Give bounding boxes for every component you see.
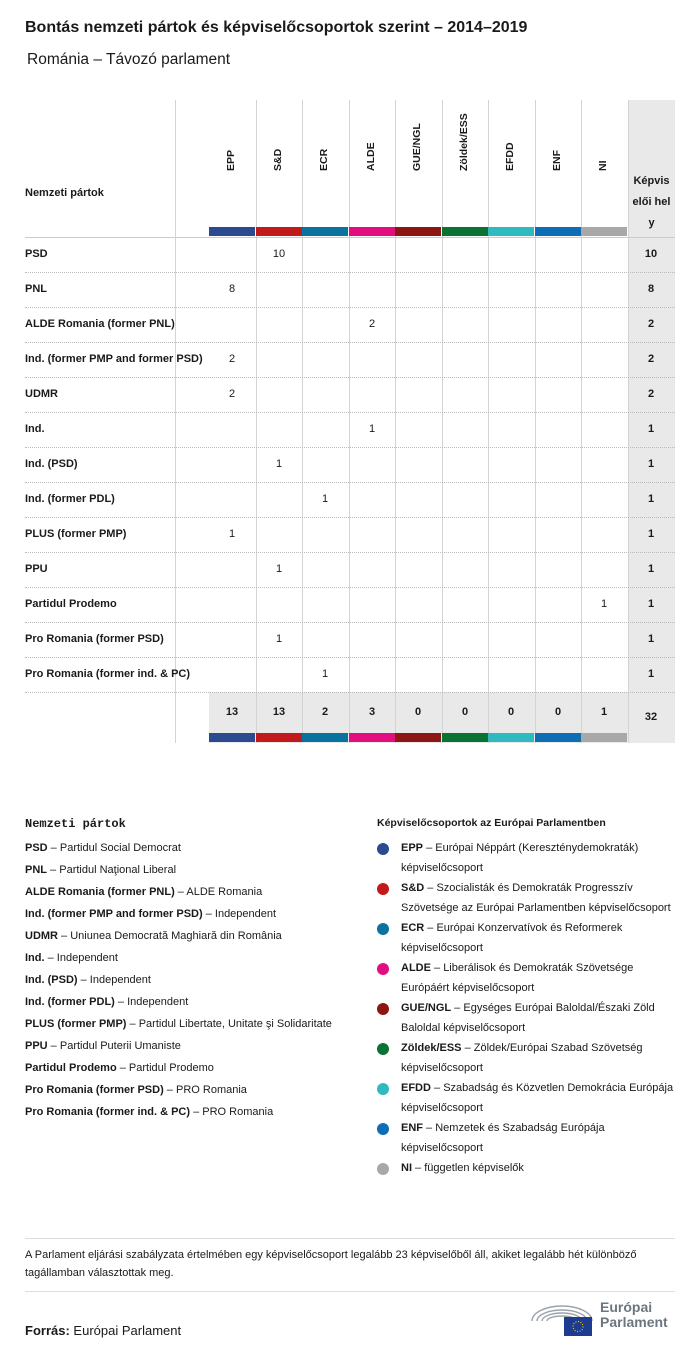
group-color-bar-top — [209, 227, 255, 236]
footnote: A Parlament eljárási szabályzata értelmében egy képviselőcsoport legalább 23 képviselőből áll, akiket legalább hét különböző tagállamban választottak meg. — [25, 1249, 637, 1279]
column-divider — [488, 100, 489, 743]
divider — [25, 1238, 675, 1239]
group-color-dot-icon — [377, 963, 389, 975]
row-divider — [25, 552, 675, 553]
legend-group-abbr: Zöldek/ESS — [401, 1042, 462, 1054]
row-party-label: PLUS (former PMP) — [25, 528, 127, 540]
legend-group-abbr: NI — [401, 1162, 412, 1174]
group-header-1: S&D — [272, 148, 284, 171]
legend-group-abbr: ALDE — [401, 962, 431, 974]
legend-dash: – — [77, 974, 90, 986]
legend-party-abbr: Ind. (former PDL) — [25, 996, 115, 1008]
group-header-8: NI — [597, 160, 609, 171]
table-cell-value: 1 — [275, 633, 283, 645]
legend-dash: – — [424, 882, 437, 894]
legend-dash: – — [430, 1082, 444, 1094]
row-party-label: ALDE Romania (former PNL) — [25, 318, 175, 330]
legend-group-name: Európai Néppárt (Kereszténydemokraták) képviselőcsoport — [401, 842, 639, 874]
legend-party-abbr: PLUS (former PMP) — [25, 1018, 127, 1030]
group-header-3: ALDE — [365, 142, 377, 171]
row-divider — [25, 272, 675, 273]
legend-party-name: Partidul Social Democrat — [59, 842, 181, 854]
table-cell-value: 10 — [272, 248, 286, 260]
ep-logo — [530, 1301, 680, 1341]
row-total: 1 — [647, 563, 655, 575]
group-color-dot-icon — [377, 1123, 389, 1135]
legend-dash: – — [126, 1018, 139, 1030]
legend-groups-title: Képviselőcsoportok az Európai Parlamentben — [377, 817, 606, 829]
column-divider — [395, 100, 396, 743]
legend-party-abbr: PNL — [25, 864, 47, 876]
group-color-bar-bottom — [581, 733, 627, 742]
row-party-label: Ind. (former PDL) — [25, 493, 115, 505]
group-header-4: GUE/NGL — [411, 123, 423, 171]
legend-party-item — [25, 883, 345, 903]
legend-party-abbr: ALDE Romania (former PNL) — [25, 886, 175, 898]
group-color-dot-icon — [377, 843, 389, 855]
legend-party-name: Independent — [56, 952, 118, 964]
row-total: 8 — [647, 283, 655, 295]
legend-dash: – — [424, 922, 437, 934]
legend-dash: – — [461, 1042, 474, 1054]
group-color-bar-top — [395, 227, 441, 236]
legend-party-name: Uniunea Democrată Maghiară din România — [70, 930, 282, 942]
row-divider — [25, 517, 675, 518]
parliament-hemicycle-icon — [530, 1301, 594, 1337]
legend-group-name: Liberálisok és Demokraták Szövetsége Európáért képviselőcsoport — [401, 962, 634, 994]
group-color-dot-icon — [377, 1083, 389, 1095]
row-party-label: Ind. (former PMP and former PSD) — [25, 353, 203, 365]
legend-dash: – — [423, 842, 436, 854]
group-color-bar-bottom — [395, 733, 441, 742]
row-total: 1 — [647, 633, 655, 645]
row-party-label: Pro Romania (former PSD) — [25, 633, 164, 645]
legend-groups — [377, 839, 677, 1180]
legend-group-item — [377, 999, 677, 1038]
legend-group-abbr: GUE/NGL — [401, 1002, 452, 1014]
legend-party-item — [25, 927, 345, 947]
row-total: 1 — [647, 668, 655, 680]
table-cell-value: 2 — [228, 388, 236, 400]
legend-party-name: PRO Romania — [175, 1084, 247, 1096]
legend-parties-title: Nemzeti pártok — [25, 817, 126, 831]
column-divider — [535, 100, 536, 743]
group-color-dot-icon — [377, 1003, 389, 1015]
group-color-bar-bottom — [488, 733, 534, 742]
legend-group-name: Egységes Európai Baloldal/Északi Zöld Baloldal képviselőcsoport — [401, 1002, 655, 1034]
legend-dash: – — [58, 930, 71, 942]
legend-group-item — [377, 1039, 677, 1078]
group-total: 13 — [225, 706, 239, 718]
row-divider — [25, 657, 675, 658]
table-cell-value: 1 — [600, 598, 608, 610]
legend-party-item — [25, 1103, 345, 1123]
group-total: 0 — [414, 706, 422, 718]
legend-group-abbr: ENF — [401, 1122, 423, 1134]
row-party-label: Pro Romania (former ind. & PC) — [25, 668, 191, 680]
table-cell-value: 2 — [228, 353, 236, 365]
legend-dash: – — [47, 864, 60, 876]
legend-party-item — [25, 949, 345, 969]
group-color-bar-bottom — [256, 733, 302, 742]
legend-party-item — [25, 1059, 345, 1079]
column-divider — [628, 100, 629, 743]
row-divider — [25, 377, 675, 378]
legend-group-name: Nemzetek és Szabadság Európája képviselőcsoport — [401, 1122, 605, 1154]
legend-party-item — [25, 971, 345, 991]
legend-party-item — [25, 861, 345, 881]
group-header-2: ECR — [318, 148, 330, 171]
row-party-label: PPU — [25, 563, 48, 575]
legend-dash: – — [430, 962, 444, 974]
legend-group-name: Szabadság és Közvetlen Demokrácia Európája képviselőcsoport — [401, 1082, 674, 1114]
legend-party-name: Partidul Puterii Umaniste — [59, 1040, 181, 1052]
legend-group-item — [377, 1119, 677, 1158]
legend-party-name: Independent — [127, 996, 189, 1008]
chart-title: Bontás nemzeti pártok és képviselőcsoportok szerint – 2014–2019 — [25, 19, 528, 36]
legend-party-abbr: Ind. — [25, 952, 45, 964]
legend-group-item — [377, 1079, 677, 1118]
legend-dash: – — [47, 842, 60, 854]
legend-dash: – — [190, 1106, 203, 1118]
row-total: 2 — [647, 388, 655, 400]
source-line — [25, 1323, 181, 1338]
group-color-bar-top — [581, 227, 627, 236]
total-header: Képviselői hely — [632, 175, 671, 229]
group-header-0: EPP — [225, 149, 237, 171]
row-divider — [25, 587, 675, 588]
column-divider — [442, 100, 443, 743]
legend-party-item — [25, 1015, 345, 1035]
legend-dash: – — [116, 1062, 129, 1074]
group-header-5: Zöldek/ESS — [458, 113, 470, 171]
legend-group-abbr: EFDD — [401, 1082, 431, 1094]
source-name: Európai Parlament — [73, 1323, 182, 1338]
group-header-7: ENF — [551, 150, 563, 171]
group-color-bar-top — [535, 227, 581, 236]
legend-dash: – — [47, 1040, 60, 1052]
table-cell-value: 1 — [275, 563, 283, 575]
row-total: 1 — [647, 423, 655, 435]
group-total: 13 — [272, 706, 286, 718]
row-total: 2 — [647, 353, 655, 365]
group-total: 1 — [600, 706, 608, 718]
row-divider — [25, 692, 675, 693]
legend-party-name: Independent — [214, 908, 277, 920]
legend-group-name: Szocialisták és Demokraták Progresszív Szövetsége az Európai Parlamentben képviselőcsoport — [401, 882, 671, 914]
table-cell-value: 1 — [228, 528, 236, 540]
legend-party-name: Independent — [89, 974, 151, 986]
group-total: 0 — [507, 706, 515, 718]
table-cell-value: 8 — [228, 283, 236, 295]
row-divider — [25, 622, 675, 623]
grand-total: 32 — [644, 711, 658, 723]
legend-party-item — [25, 905, 345, 925]
legend-party-item — [25, 993, 345, 1013]
row-divider — [25, 482, 675, 483]
row-party-label: PSD — [25, 248, 48, 260]
legend-party-abbr: Ind. (former PMP and former PSD) — [25, 908, 203, 920]
row-party-label: Partidul Prodemo — [25, 598, 117, 610]
legend-group-item — [377, 919, 677, 958]
group-total: 3 — [368, 706, 376, 718]
legend-dash: – — [412, 1162, 425, 1174]
group-color-dot-icon — [377, 883, 389, 895]
legend-dash: – — [174, 886, 187, 898]
legend-group-abbr: ECR — [401, 922, 425, 934]
source-label: Forrás: — [25, 1323, 70, 1338]
group-color-bar-top — [349, 227, 395, 236]
legend-dash: – — [202, 908, 215, 920]
row-divider — [25, 342, 675, 343]
row-total: 1 — [647, 528, 655, 540]
row-divider — [25, 447, 675, 448]
legend-party-name: Partidul Naţional Liberal — [59, 864, 177, 876]
group-color-bar-bottom — [349, 733, 395, 742]
group-color-bar-top — [256, 227, 302, 236]
legend-dash: – — [451, 1002, 464, 1014]
row-divider — [25, 307, 675, 308]
group-color-bar-top — [302, 227, 348, 236]
legend-parties — [25, 839, 345, 1125]
row-divider — [25, 412, 675, 413]
table-cell-value: 1 — [321, 493, 329, 505]
group-header-6: EFDD — [504, 142, 516, 171]
group-color-bar-top — [442, 227, 488, 236]
legend-dash: – — [423, 1122, 436, 1134]
legend-party-name: PRO Romania — [202, 1106, 274, 1118]
legend-group-abbr: S&D — [401, 882, 425, 894]
legend-dash: – — [114, 996, 128, 1008]
row-total: 2 — [647, 318, 655, 330]
row-party-label: PNL — [25, 283, 47, 295]
legend-party-item — [25, 1081, 345, 1101]
group-color-bar-top — [488, 227, 534, 236]
group-color-bar-bottom — [209, 733, 255, 742]
header-divider — [25, 237, 675, 238]
column-divider — [256, 100, 257, 743]
legend-party-item — [25, 1037, 345, 1057]
row-total: 1 — [647, 458, 655, 470]
logo-text: Európai Parlament — [600, 1299, 668, 1330]
legend-party-abbr: Pro Romania (former PSD) — [25, 1084, 164, 1096]
group-total: 0 — [461, 706, 469, 718]
legend-party-name: ALDE Romania — [186, 886, 263, 898]
legend-group-name: Európai Konzervatívok és Reformerek képviselőcsoport — [401, 922, 623, 954]
table-cell-value: 1 — [321, 668, 329, 680]
legend-party-abbr: Ind. (PSD) — [25, 974, 78, 986]
row-total: 1 — [647, 598, 655, 610]
legend-party-abbr: PPU — [25, 1040, 48, 1052]
legend-group-abbr: EPP — [401, 842, 424, 854]
column-divider — [349, 100, 350, 743]
divider — [25, 1291, 675, 1292]
table-cell-value: 1 — [368, 423, 376, 435]
group-total: 0 — [554, 706, 562, 718]
legend-party-item — [25, 839, 345, 859]
legend-group-item — [377, 1159, 677, 1179]
table-cell-value: 1 — [275, 458, 283, 470]
legend-group-name: Zöldek/Európai Szabad Szövetség képviselőcsoport — [401, 1042, 643, 1074]
legend-group-name: független képviselők — [424, 1162, 524, 1174]
row-party-label: Ind. (PSD) — [25, 458, 78, 470]
table-cell-value: 2 — [368, 318, 376, 330]
row-party-label: Ind. — [25, 423, 45, 435]
legend-dash: – — [44, 952, 57, 964]
group-total: 2 — [321, 706, 329, 718]
group-color-bar-bottom — [302, 733, 348, 742]
legend-party-name: Partidul Libertate, Unitate şi Solidaritate — [138, 1018, 332, 1030]
row-party-label: UDMR — [25, 388, 58, 400]
legend-dash: – — [163, 1084, 176, 1096]
group-color-bar-bottom — [535, 733, 581, 742]
column-divider — [302, 100, 303, 743]
group-color-dot-icon — [377, 1163, 389, 1175]
legend-party-abbr: Pro Romania (former ind. & PC) — [25, 1106, 191, 1118]
row-header: Nemzeti pártok — [25, 187, 104, 199]
legend-party-abbr: UDMR — [25, 930, 58, 942]
chart-subtitle: Románia – Távozó parlament — [27, 51, 231, 68]
group-color-bar-bottom — [442, 733, 488, 742]
group-color-dot-icon — [377, 1043, 389, 1055]
group-color-dot-icon — [377, 923, 389, 935]
row-total: 10 — [644, 248, 658, 260]
legend-group-item — [377, 839, 677, 878]
legend-party-abbr: PSD — [25, 842, 48, 854]
legend-group-item — [377, 959, 677, 998]
legend-party-abbr: Partidul Prodemo — [25, 1062, 117, 1074]
legend-party-name: Partidul Prodemo — [128, 1062, 214, 1074]
row-total: 1 — [647, 493, 655, 505]
legend-group-item — [377, 879, 677, 918]
column-divider — [175, 100, 176, 743]
column-divider — [581, 100, 582, 743]
